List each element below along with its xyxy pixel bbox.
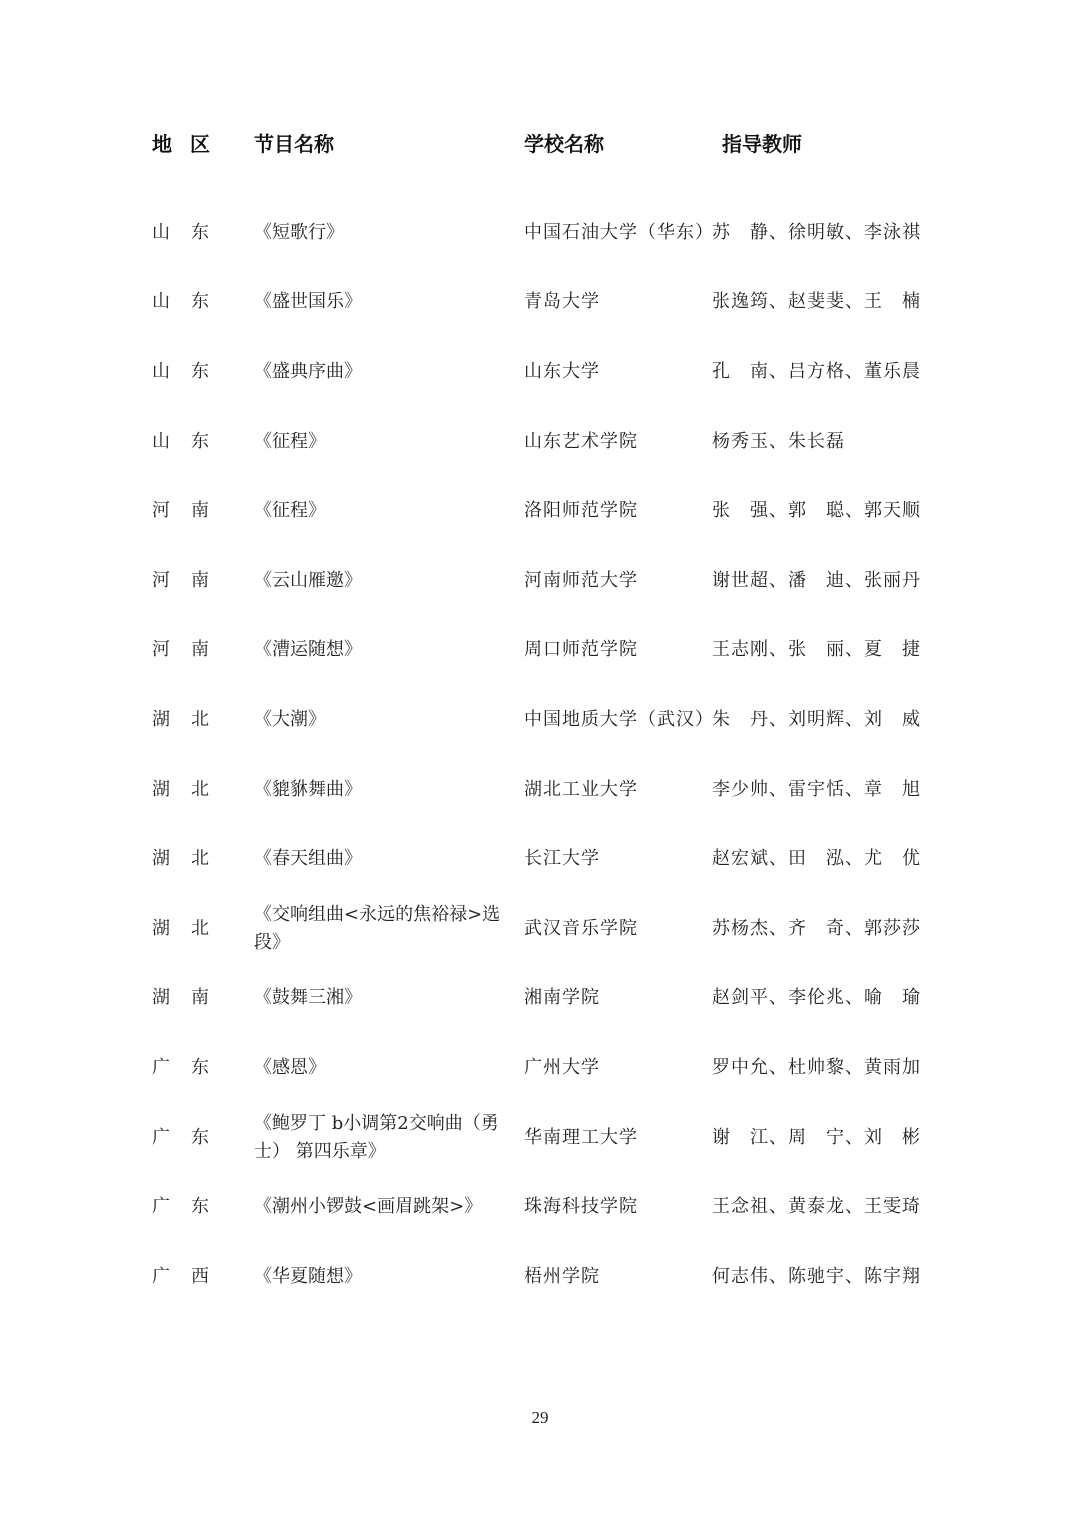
table-row bbox=[152, 1172, 952, 1242]
teacher-cell: 苏杨杰、齐 奇、郭莎莎 bbox=[712, 917, 921, 939]
program-cell: 《鲍罗丁 b小调第2交响曲（勇士） 第四乐章》 bbox=[254, 1112, 499, 1162]
table-row bbox=[152, 198, 952, 268]
teacher-cell: 罗中允、杜帅黎、黄雨加 bbox=[712, 1056, 921, 1078]
school-cell: 梧州学院 bbox=[524, 1265, 600, 1287]
table-row bbox=[152, 476, 952, 546]
header-school: 学校名称 bbox=[524, 132, 604, 156]
table-row bbox=[152, 268, 952, 338]
table-row bbox=[152, 407, 952, 477]
program-cell: 《盛世国乐》 bbox=[254, 291, 362, 313]
region-cell: 广东 bbox=[152, 1126, 230, 1148]
teacher-cell: 何志伟、陈驰宇、陈宇翔 bbox=[712, 1265, 921, 1287]
program-cell: 《云山雁邀》 bbox=[254, 569, 362, 591]
program-cell: 《华夏随想》 bbox=[254, 1265, 362, 1287]
school-cell: 华南理工大学 bbox=[524, 1126, 638, 1148]
region-cell: 广东 bbox=[152, 1196, 230, 1218]
school-cell: 珠海科技学院 bbox=[524, 1196, 638, 1218]
school-cell: 山东大学 bbox=[524, 360, 600, 382]
school-cell: 中国地质大学（武汉） bbox=[524, 708, 714, 730]
table-row bbox=[152, 337, 952, 407]
school-cell: 山东艺术学院 bbox=[524, 430, 638, 452]
teacher-cell: 赵宏斌、田 泓、尤 优 bbox=[712, 848, 921, 870]
table-row bbox=[152, 546, 952, 616]
school-cell: 广州大学 bbox=[524, 1056, 600, 1078]
teacher-cell: 赵剑平、李伦兆、喻 瑜 bbox=[712, 987, 921, 1009]
region-cell: 山东 bbox=[152, 221, 230, 243]
table-row bbox=[152, 824, 952, 894]
school-cell: 湖北工业大学 bbox=[524, 778, 638, 800]
table-row bbox=[152, 1242, 952, 1312]
teacher-cell: 张 强、郭 聪、郭天顺 bbox=[712, 500, 921, 522]
program-cell: 《短歌行》 bbox=[254, 221, 344, 243]
school-cell: 湘南学院 bbox=[524, 987, 600, 1009]
region-cell: 广西 bbox=[152, 1265, 230, 1287]
program-cell: 《交响组曲<永远的焦裕禄>选段》 bbox=[254, 903, 501, 953]
table-row bbox=[152, 964, 952, 1034]
table-row bbox=[152, 685, 952, 755]
region-cell: 河南 bbox=[152, 500, 230, 522]
teacher-cell: 王念祖、黄泰龙、王雯琦 bbox=[712, 1196, 921, 1218]
table-row bbox=[152, 1103, 952, 1173]
program-cell: 《征程》 bbox=[254, 500, 326, 522]
table-row bbox=[152, 616, 952, 686]
region-cell: 山东 bbox=[152, 291, 230, 313]
school-cell: 河南师范大学 bbox=[524, 569, 638, 591]
school-cell: 中国石油大学（华东） bbox=[524, 221, 714, 243]
teacher-cell: 杨秀玉、朱长磊 bbox=[712, 430, 845, 452]
program-cell: 《大潮》 bbox=[254, 708, 326, 730]
table-row bbox=[152, 1033, 952, 1103]
region-cell: 山东 bbox=[152, 430, 230, 452]
page-number: 29 bbox=[531, 1408, 549, 1427]
region-cell: 湖北 bbox=[152, 917, 230, 939]
header-teacher: 指导教师 bbox=[722, 132, 802, 156]
teacher-cell: 苏 静、徐明敏、李泳祺 bbox=[712, 221, 921, 243]
teacher-cell: 朱 丹、刘明辉、刘 威 bbox=[712, 708, 921, 730]
school-cell: 青岛大学 bbox=[524, 291, 600, 313]
school-cell: 武汉音乐学院 bbox=[524, 917, 638, 939]
teacher-cell: 李少帅、雷宇恬、章 旭 bbox=[712, 778, 921, 800]
table-header bbox=[152, 128, 952, 162]
program-cell: 《鼓舞三湘》 bbox=[254, 987, 362, 1009]
program-cell: 《漕运随想》 bbox=[254, 639, 362, 661]
table-row bbox=[152, 894, 952, 964]
program-cell: 《春天组曲》 bbox=[254, 848, 362, 870]
program-cell: 《征程》 bbox=[254, 430, 326, 452]
program-cell: 《盛典序曲》 bbox=[254, 360, 362, 382]
header-region: 地区 bbox=[152, 132, 228, 156]
program-cell: 《潮州小锣鼓<画眉跳架>》 bbox=[254, 1196, 483, 1218]
teacher-cell: 王志刚、张 丽、夏 捷 bbox=[712, 639, 921, 661]
region-cell: 河南 bbox=[152, 569, 230, 591]
school-cell: 周口师范学院 bbox=[524, 639, 638, 661]
region-cell: 湖北 bbox=[152, 708, 230, 730]
teacher-cell: 谢世超、潘 迪、张丽丹 bbox=[712, 569, 921, 591]
teacher-cell: 孔 南、吕方格、董乐晨 bbox=[712, 360, 921, 382]
region-cell: 河南 bbox=[152, 639, 230, 661]
region-cell: 山东 bbox=[152, 360, 230, 382]
teacher-cell: 谢 江、周 宁、刘 彬 bbox=[712, 1126, 921, 1148]
table-row bbox=[152, 755, 952, 825]
region-cell: 广东 bbox=[152, 1056, 230, 1078]
program-cell: 《貔貅舞曲》 bbox=[254, 778, 362, 800]
program-cell: 《感恩》 bbox=[254, 1056, 326, 1078]
school-cell: 长江大学 bbox=[524, 848, 600, 870]
header-program: 节目名称 bbox=[254, 132, 334, 156]
region-cell: 湖南 bbox=[152, 987, 230, 1009]
region-cell: 湖北 bbox=[152, 848, 230, 870]
teacher-cell: 张逸筠、赵斐斐、王 楠 bbox=[712, 291, 921, 313]
table-body bbox=[152, 198, 952, 1312]
region-cell: 湖北 bbox=[152, 778, 230, 800]
school-cell: 洛阳师范学院 bbox=[524, 500, 638, 522]
